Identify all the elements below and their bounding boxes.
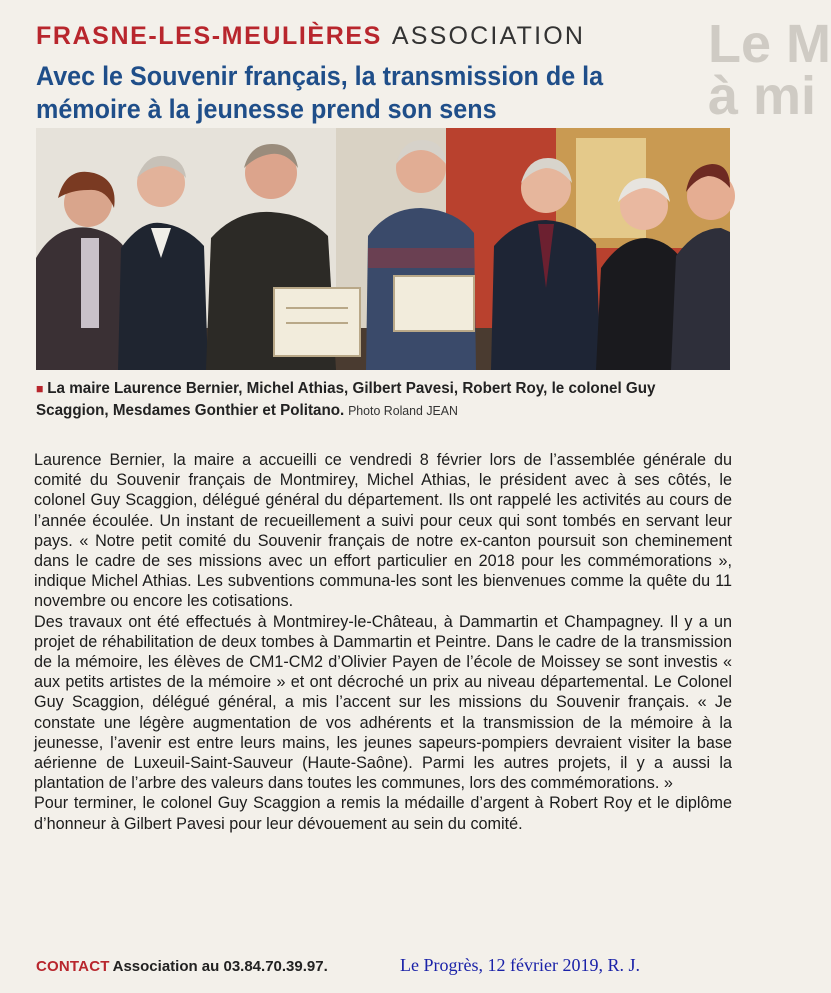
article-photo [36, 128, 730, 370]
body-paragraph: Laurence Bernier, la maire a accueilli ce vendredi 8 février lors de l’assemblée générale du comité du Souvenir français de Montmirey, Michel Athias, le président avec à ses côtés, le colonel Guy Scaggion, délégué général du département. Ils ont rappelé les activités au cours de l’année écoulée. Un instant de recueillement a suivi pour ceux qui sont tombés en servant leur pays. « Notre petit comité du Souvenir français de notre ex-canton poursuit son cheminement dans le cadre de ses missions avec un effort particulier en 2018 pour les commémorations », indique Michel Athias. Les subventions communa-les sont les bienvenues comme la quête du 11 novembre ou encore les cotisations. [34, 451, 732, 611]
body-paragraph: Pour terminer, le colonel Guy Scaggion a remis la médaille d’argent à Robert Roy et le diplôme d’honneur à Gilbert Pavesi pour leur dévouement au sein du comité. [34, 794, 732, 833]
kicker-town: FRASNE-LES-MEULIÈRES [36, 22, 382, 50]
article-headline: Avec le Souvenir français, la transmission de la mémoire à la jeunesse prend son sens [36, 61, 604, 124]
article-body [34, 450, 732, 834]
adjacent-article-text: Le M à mi [708, 14, 831, 126]
contact-label: CONTACT [36, 958, 110, 975]
contact-line [36, 958, 328, 976]
adjacent-article-bleed [708, 14, 831, 128]
caption-bullet-icon: ■ [36, 381, 44, 396]
section-kicker [36, 22, 585, 51]
kicker-rubric: ASSOCIATION [391, 22, 586, 50]
source-annotation: Le Progrès, 12 février 2019, R. J. [400, 955, 640, 975]
body-paragraph: Des travaux ont été effectués à Montmirey-le-Château, à Dammartin et Champagney. Il y a un projet de réhabilitation de deux tombes à Dammartin et Peintre. Dans le cadre de la transmission de la mémoire, les élèves de CM1-CM2 d’Olivier Payen de l’école de Moissey se sont investis « aux petits artistes de la mémoire » et ont décroché un prix au niveau départemental. Le Colonel Guy Scaggion, délégué général, a mis l’accent sur les missions du Souvenir français. « Je constate une légère augmentation de vos adhérents et la transmission de la mémoire à la jeunesse, l’avenir est entre leurs mains, les jeunes sapeurs-pompiers devraient visiter la base aérienne de Luxeuil-Saint-Sauveur (Haute-Saône). Parmi les autres projets, il y a aussi la plantation de l’arbre des valeurs dans toutes les communes, lors des commémorations. » [34, 612, 732, 793]
contact-phone: Association au 03.84.70.39.97. [112, 958, 328, 975]
photo-credit: Photo Roland JEAN [348, 403, 458, 418]
caption-text: La maire Laurence Bernier, Michel Athias, Gilbert Pavesi, Robert Roy, le colonel Guy Scaggion, Mesdames Gonthier et Politano. [36, 380, 656, 419]
group-photo-icon [36, 128, 730, 370]
photo-caption [36, 378, 692, 422]
